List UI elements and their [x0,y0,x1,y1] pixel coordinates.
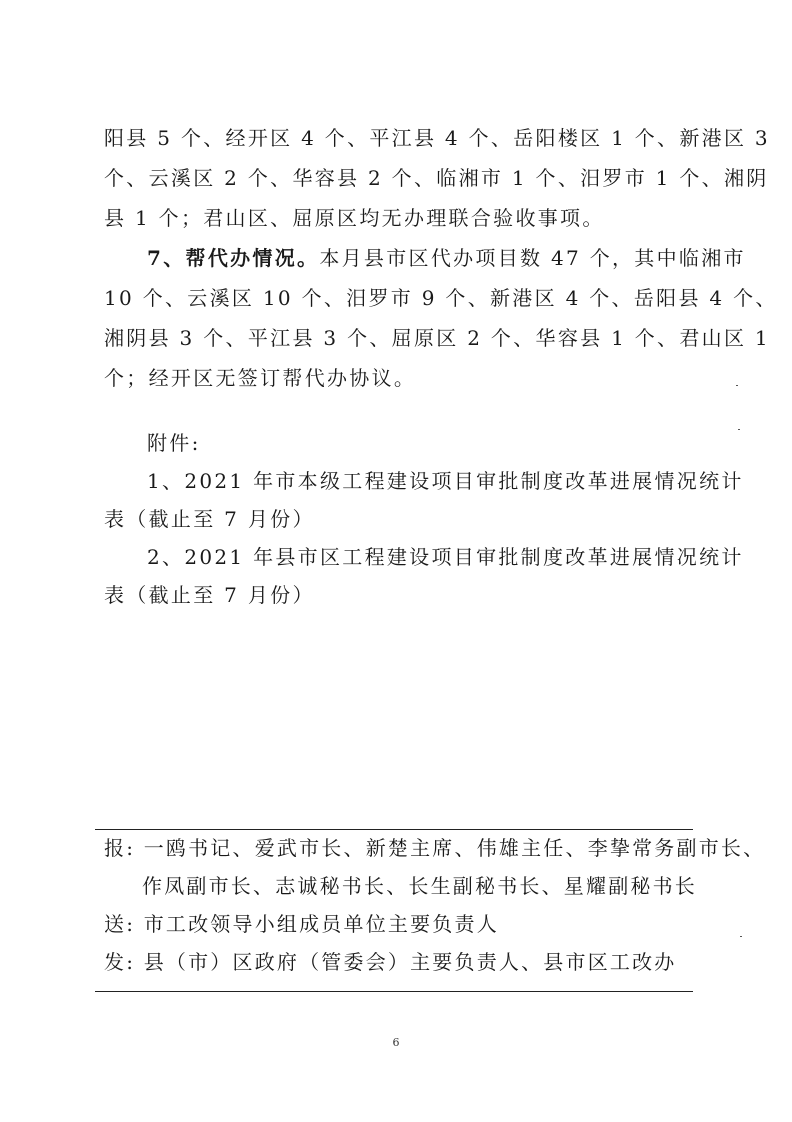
item7-first-line: 本月县市区代办项目数 47 个，其中临湘市 [319,246,746,270]
item7-line: 湘阴县 3 个、平江县 3 个、屈原区 2 个、华容县 1 个、君山区 1 [104,326,770,350]
page-number: 6 [392,1036,400,1049]
attachment-item-2-cont: 表（截止至 7 月份） [104,583,315,607]
attachments-label: 附件: [147,431,201,455]
report-row [104,829,766,867]
report-label: 报: [104,836,136,860]
report-recipients-cont: 作凤副市长、志诚秘书长、长生副秘书长、星耀副秘书长 [142,874,697,898]
item7-paragraph-start [104,238,746,278]
attachment-item-1-cont: 表（截止至 7 月份） [104,507,315,531]
item7-line: 个；经开区无签订帮代办协议。 [104,366,417,390]
issue-label: 发: [104,950,136,974]
item7-heading: 7、帮代办情况。 [147,246,320,270]
send-row [104,905,704,943]
scan-speck [738,429,740,430]
distribution-list [104,829,766,981]
body-line: 个、云溪区 2 个、华容县 2 个、临湘市 1 个、汨罗市 1 个、湘阴 [104,166,769,190]
attachment-item-1: 1、2021 年市本级工程建设项目审批制度改革进展情况统计 [147,469,744,493]
issue-row [104,943,704,981]
send-label: 送: [104,912,136,936]
send-recipients: 市工改领导小组成员单位主要负责人 [143,912,499,936]
distribution-bottom-rule [95,991,693,992]
report-recipients: 一鸥书记、爱武市长、新楚主席、伟雄主任、李挚常务副市长、 [143,836,766,860]
body-line: 县 1 个；君山区、屈原区均无办理联合验收事项。 [104,206,605,230]
attachments-section [104,424,744,614]
scan-speck [740,936,742,937]
item7-line: 10 个、云溪区 10 个、汨罗市 9 个、新港区 4 个、岳阳县 4 个、 [104,286,778,310]
attachment-item-2: 2、2021 年县市区工程建设项目审批制度改革进展情况统计 [147,545,744,569]
scan-speck [736,385,738,386]
body-text [104,118,778,398]
body-line: 阳县 5 个、经开区 4 个、平江县 4 个、岳阳楼区 1 个、新港区 3 [104,126,770,150]
issue-recipients: 县（市）区政府（管委会）主要负责人、县市区工改办 [143,950,677,974]
